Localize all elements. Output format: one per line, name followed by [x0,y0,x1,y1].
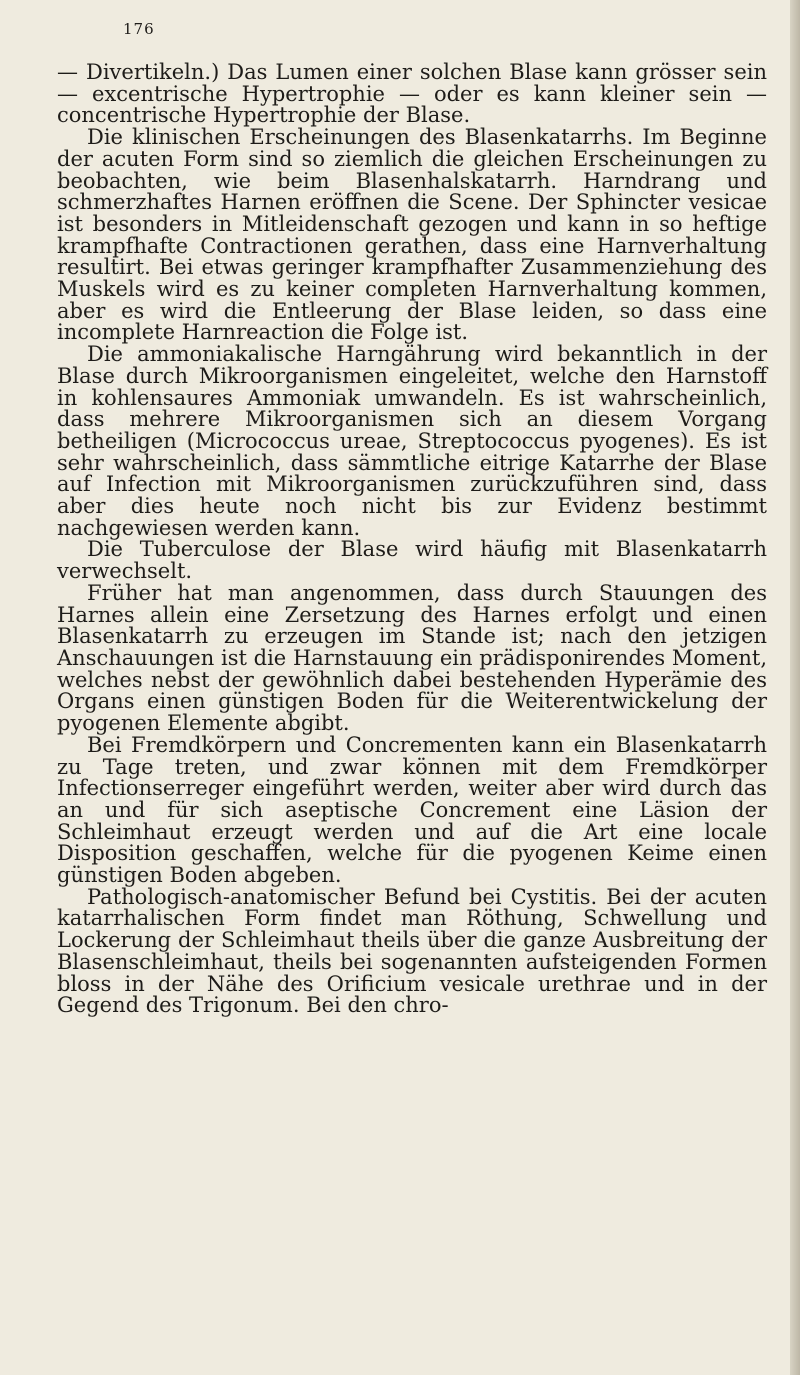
paragraph: Bei Fremdkörpern und Concrementen kann ein Blasenkatarrh zu Tage treten, und zwar können mit dem Fremdkörper Infectionserreger eingeführt werden, weiter aber wird durch das an und für sich aseptische Concrement eine Läsion der Schleimhaut erzeugt werden und auf die Art eine locale Disposition geschaffen, welche für die pyogenen Keime einen günstigen Boden abgeben. [57,732,767,888]
paragraph: Pathologisch-anatomischer Befund bei Cystitis. Bei der acuten katarrhalischen Form findet man Röthung, Schwellung und Lockerung der Schleimhaut theils über die ganze Ausbreitung der Blasenschleimhaut, theils bei sogenannten aufsteigenden Formen bloss in der Nähe des Orificium vesicale urethrae und in der Gegend des Trigonum. Bei den chro- [57,884,767,1018]
body-text [57,62,767,1017]
paragraph: — Divertikeln.) Das Lumen einer solchen Blase kann grösser sein — excentrische Hypertrophie — oder es kann kleiner sein — concentrische Hypertrophie der Blase. [57,60,767,128]
page-edge [790,0,800,1375]
paragraph: Die ammoniakalische Harngährung wird bekanntlich in der Blase durch Mikroorganismen eingeleitet, welche den Harnstoff in kohlensaures Ammoniak umwandeln. Es ist wahrscheinlich, dass mehrere Mikroorganismen sich an diesem Vorgang betheiligen (Micrococcus ureae, Streptococcus pyogenes). Es ist sehr wahrscheinlich, dass sämmtliche eitrige Katarrhe der Blase auf Infection mit Mikroorganismen zurückzuführen sind, dass aber dies heute noch nicht bis zur Evidenz bestimmt nachgewiesen werden kann. [57,342,767,540]
paragraph: Früher hat man angenommen, dass durch Stauungen des Harnes allein eine Zersetzung des Harnes erfolgt und einen Blasenkatarrh zu erzeugen im Stande ist; nach den jetzigen Anschauungen ist die Harnstauung ein prädisponirendes Moment, welches nebst der gewöhnlich dabei bestehenden Hyperämie des Organs einen günstigen Boden für die Weiterentwickelung der pyogenen Elemente abgibt. [57,580,767,736]
page-number: 176 [123,20,155,38]
paragraph: Die Tuberculose der Blase wird häufig mit Blasenkatarrh verwechselt. [57,537,767,584]
paragraph: Die klinischen Erscheinungen des Blasenkatarrhs. Im Beginne der acuten Form sind so ziemlich die gleichen Erscheinungen zu beobachten, wie beim Blasenhalskatarrh. Harndrang und schmerzhaftes Harnen eröffnen die Scene. Der Sphincter vesicae ist besonders in Mitleidenschaft gezogen und kann in so heftige krampfhafte Contractionen gerathen, dass eine Harnverhaltung resultirt. Bei etwas geringer krampfhafter Zusammenziehung des Muskels wird es zu keiner completen Harnverhaltung kommen, aber es wird die Entleerung der Blase leiden, so dass eine incomplete Harnreaction die Folge ist. [57,125,767,345]
